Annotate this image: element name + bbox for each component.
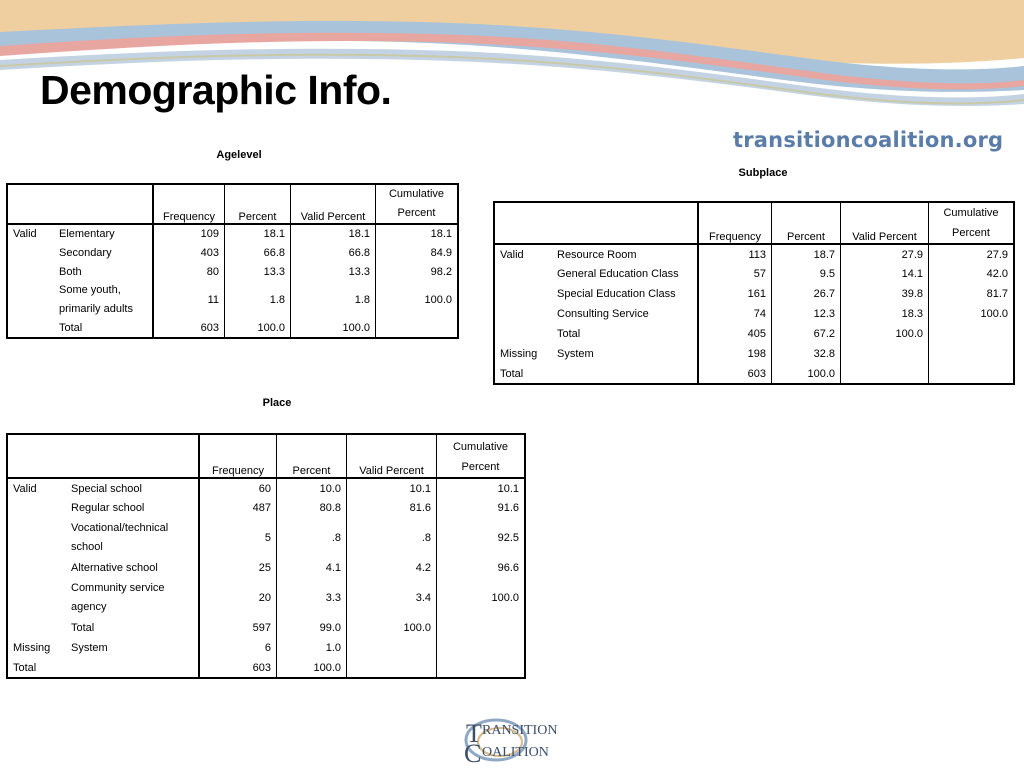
svg-text:T: T: [466, 719, 482, 748]
row-label: Some youth, primarily adults: [54, 281, 153, 319]
frequency-cell: 161: [698, 284, 772, 304]
percent-cell: 1.8: [225, 281, 291, 319]
percent-cell: 99.0: [277, 618, 347, 638]
table-row: [7, 262, 458, 281]
frequency-cell: 403: [153, 243, 225, 262]
cumulative-header: Cumulative: [388, 188, 445, 200]
cumulative-percent-header: Percent: [397, 207, 436, 219]
table-row: [7, 618, 525, 638]
percent-cell: 100.0: [772, 364, 841, 384]
percent-cell: 100.0: [277, 658, 347, 678]
valid-percent-cell: 39.8: [841, 284, 929, 304]
frequency-cell: 74: [698, 304, 772, 324]
frequency-cell: 11: [153, 281, 225, 319]
cumulative-percent-cell: 27.9: [929, 244, 1015, 264]
frequency-cell: 80: [153, 262, 225, 281]
valid-percent-header: Valid Percent: [300, 211, 366, 223]
percent-header: Percent: [238, 211, 277, 223]
cumulative-percent-cell: 100.0: [437, 578, 526, 618]
frequency-cell: 60: [199, 478, 277, 498]
table-row: [494, 364, 1014, 384]
group-label: Missing: [7, 638, 66, 658]
cumulative-percent-header: Percent: [952, 227, 990, 239]
cumulative-percent-cell: 100.0: [376, 281, 459, 319]
row-label: Vocational/technical school: [66, 518, 199, 558]
table-row: [7, 478, 525, 498]
frequency-header: Frequency: [212, 465, 264, 477]
cumulative-percent-cell: 96.6: [437, 558, 526, 578]
agelevel-caption: Agelevel: [216, 149, 262, 161]
percent-cell: .8: [277, 518, 347, 558]
percent-cell: 12.3: [772, 304, 841, 324]
frequency-header: Frequency: [163, 211, 215, 223]
percent-cell: 66.8: [225, 243, 291, 262]
row-label: Regular school: [66, 498, 199, 518]
valid-percent-cell: 100.0: [291, 319, 376, 338]
cumulative-percent-cell: 91.6: [437, 498, 526, 518]
frequency-cell: 5: [199, 518, 277, 558]
cumulative-percent-cell: 81.7: [929, 284, 1015, 304]
group-label: Valid: [7, 224, 54, 243]
place-caption: Place: [262, 397, 292, 409]
row-label: Community service agency: [66, 578, 199, 618]
site-url: [733, 128, 1003, 152]
cumulative-percent-cell: 92.5: [437, 518, 526, 558]
valid-percent-cell: 18.3: [841, 304, 929, 324]
row-label: Total: [54, 319, 153, 338]
group-label: Total: [7, 658, 66, 678]
table-header-row: [7, 184, 458, 224]
frequency-cell: 113: [698, 244, 772, 264]
percent-header: Percent: [787, 231, 825, 243]
percent-cell: 32.8: [772, 344, 841, 364]
row-label: Consulting Service: [552, 304, 698, 324]
percent-cell: 18.7: [772, 244, 841, 264]
valid-percent-cell: 14.1: [841, 264, 929, 284]
svg-text:C: C: [464, 739, 482, 768]
valid-percent-header: Valid Percent: [359, 465, 424, 477]
frequency-cell: 25: [199, 558, 277, 578]
percent-cell: 4.1: [277, 558, 347, 578]
row-label: System: [552, 344, 698, 364]
row-label: Both: [54, 262, 153, 281]
frequency-cell: 405: [698, 324, 772, 344]
frequency-cell: 198: [698, 344, 772, 364]
table-row: [7, 281, 458, 319]
cumulative-percent-cell: 10.1: [437, 478, 526, 498]
row-label: Elementary: [54, 224, 153, 243]
frequency-cell: 603: [698, 364, 772, 384]
row-label: Special school: [66, 478, 199, 498]
row-label: General Education Class: [552, 264, 698, 284]
svg-text:OALITION: OALITION: [482, 745, 549, 760]
table-row: [494, 284, 1014, 304]
row-label: Alternative school: [66, 558, 199, 578]
table-header-row: [494, 202, 1014, 244]
table-row: [494, 344, 1014, 364]
place-table: [6, 433, 526, 679]
percent-cell: 13.3: [225, 262, 291, 281]
logo-graphic: [456, 712, 572, 768]
slide-title: Demographic Info.: [40, 67, 392, 113]
agelevel-table: [6, 183, 459, 339]
cumulative-percent-cell: 98.2: [376, 262, 459, 281]
table-row: [7, 498, 525, 518]
valid-percent-cell: 13.3: [291, 262, 376, 281]
frequency-cell: 20: [199, 578, 277, 618]
valid-percent-cell: 66.8: [291, 243, 376, 262]
valid-percent-cell: 100.0: [841, 324, 929, 344]
cumulative-percent-cell: 42.0: [929, 264, 1015, 284]
valid-percent-cell: 18.1: [291, 224, 376, 243]
svg-text:RANSITION: RANSITION: [482, 723, 558, 738]
percent-cell: 9.5: [772, 264, 841, 284]
transition-coalition-logo: [456, 712, 572, 768]
row-label: System: [66, 638, 199, 658]
table-row: [7, 224, 458, 243]
table-row: [7, 638, 525, 658]
group-label: Total: [494, 364, 552, 384]
group-label: Missing: [494, 344, 552, 364]
cumulative-percent-cell: 84.9: [376, 243, 459, 262]
table-row: [494, 244, 1014, 264]
cumulative-percent-cell: [437, 618, 526, 638]
frequency-cell: 603: [199, 658, 277, 678]
group-label: Valid: [7, 478, 66, 498]
valid-percent-cell: 10.1: [347, 478, 437, 498]
table-row: [7, 319, 458, 338]
percent-cell: 80.8: [277, 498, 347, 518]
subplace-caption: Subplace: [738, 167, 788, 179]
table-header-row: [7, 434, 525, 478]
frequency-cell: 6: [199, 638, 277, 658]
valid-percent-cell: .8: [347, 518, 437, 558]
subplace-table: [493, 201, 1015, 385]
percent-header: Percent: [292, 465, 331, 477]
row-label: Resource Room: [552, 244, 698, 264]
percent-cell: 18.1: [225, 224, 291, 243]
table-row: [7, 658, 525, 678]
valid-percent-cell: 4.2: [347, 558, 437, 578]
frequency-cell: 109: [153, 224, 225, 243]
table-row: [7, 558, 525, 578]
cumulative-percent-header: Percent: [461, 461, 500, 473]
cumulative-percent-cell: 18.1: [376, 224, 459, 243]
percent-cell: 3.3: [277, 578, 347, 618]
cumulative-header: Cumulative: [452, 441, 509, 453]
table-row: [494, 304, 1014, 324]
frequency-cell: 597: [199, 618, 277, 638]
percent-cell: 67.2: [772, 324, 841, 344]
valid-percent-header: Valid Percent: [852, 231, 917, 243]
cumulative-header: Cumulative: [943, 207, 999, 219]
percent-cell: 100.0: [225, 319, 291, 338]
valid-percent-cell: 1.8: [291, 281, 376, 319]
site-url-text: transitioncoalition.org: [733, 128, 1004, 152]
frequency-cell: 57: [698, 264, 772, 284]
row-label: Total: [552, 324, 698, 344]
table-row: [7, 243, 458, 262]
group-label: Valid: [494, 244, 552, 264]
percent-cell: 1.0: [277, 638, 347, 658]
percent-cell: 26.7: [772, 284, 841, 304]
frequency-cell: 603: [153, 319, 225, 338]
row-label: Special Education Class: [552, 284, 698, 304]
frequency-cell: 487: [199, 498, 277, 518]
cumulative-percent-cell: [376, 319, 459, 338]
row-label: Secondary: [54, 243, 153, 262]
table-row: [494, 264, 1014, 284]
frequency-header: Frequency: [709, 231, 761, 243]
valid-percent-cell: 27.9: [841, 244, 929, 264]
valid-percent-cell: 81.6: [347, 498, 437, 518]
cumulative-percent-cell: 100.0: [929, 304, 1015, 324]
cumulative-percent-cell: [929, 324, 1015, 344]
valid-percent-cell: 3.4: [347, 578, 437, 618]
table-row: [7, 578, 525, 618]
valid-percent-cell: 100.0: [347, 618, 437, 638]
table-row: [7, 518, 525, 558]
row-label: Total: [66, 618, 199, 638]
table-row: [494, 324, 1014, 344]
percent-cell: 10.0: [277, 478, 347, 498]
